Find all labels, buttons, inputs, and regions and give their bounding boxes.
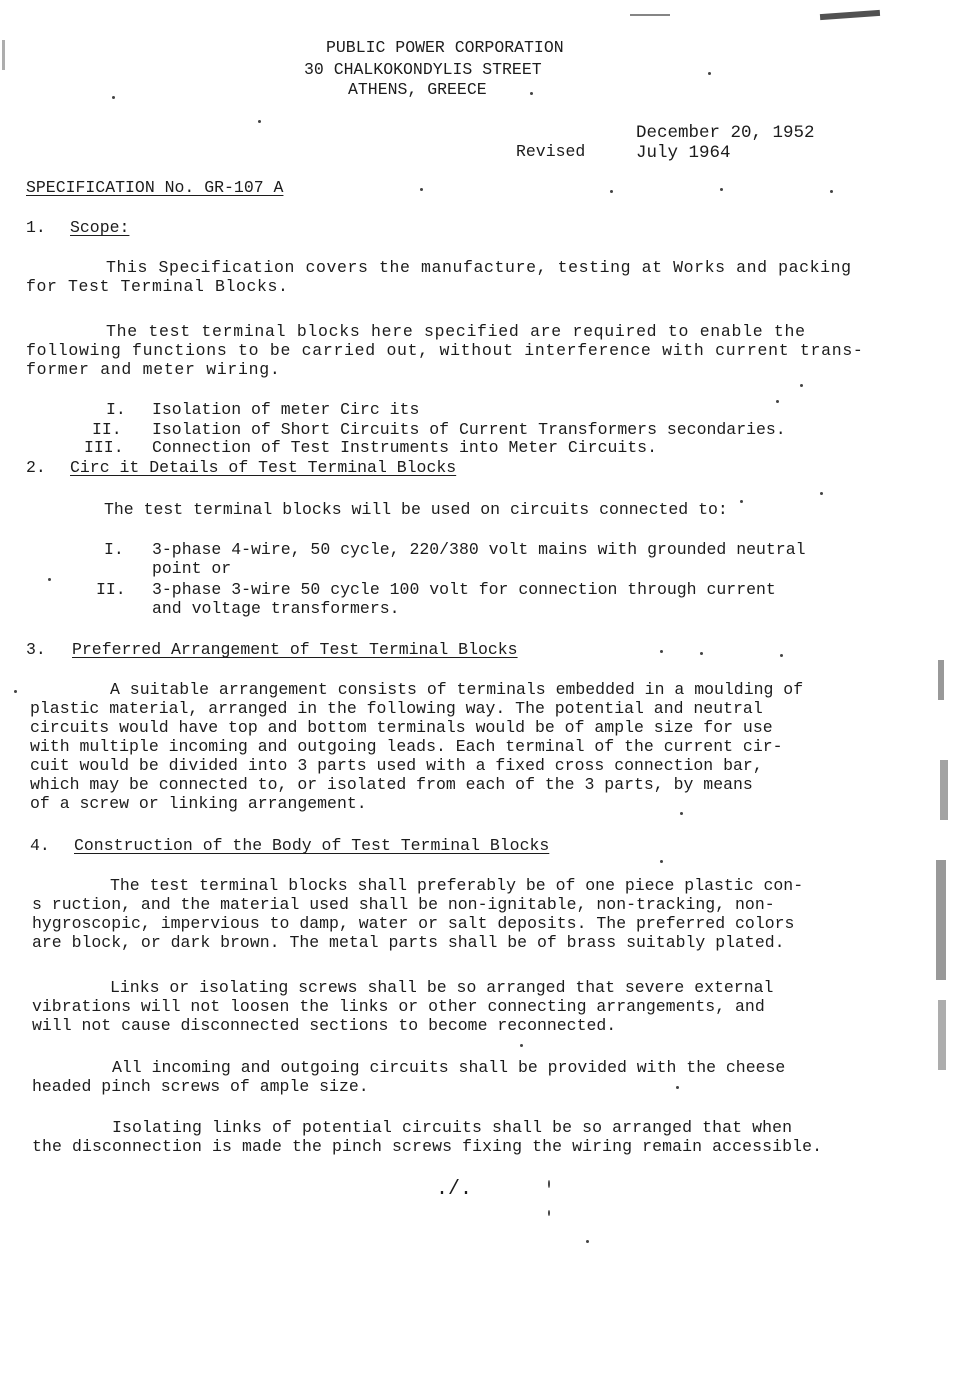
section-4-paragraph-2: Links or isolating screws shall be so arranged that severe external vibrations will not loosen the links or other connecting arrangements, and will not cause disconnected sections to become reconnected. xyxy=(32,978,774,1035)
scan-speck xyxy=(660,650,663,653)
section-1-item-num: I. xyxy=(106,400,126,419)
scan-speck xyxy=(530,92,533,95)
section-4-title: Construction of the Body of Test Terminal Blocks xyxy=(74,836,550,855)
scan-edge-right xyxy=(938,660,944,700)
scan-speck xyxy=(708,72,711,75)
section-3-number: 3. xyxy=(26,640,46,659)
section-2-number: 2. xyxy=(26,458,46,477)
scan-speck xyxy=(520,1044,523,1047)
section-2-item-text: 3-phase 3-wire 50 cycle 100 volt for connection through current and voltage transformers. xyxy=(152,580,776,618)
date-original: December 20, 1952 xyxy=(636,123,815,143)
scan-edge-right xyxy=(938,1000,946,1070)
scan-smudge-top-right xyxy=(820,10,880,20)
section-3-title: Preferred Arrangement of Test Terminal Blocks xyxy=(72,640,518,659)
scan-speck xyxy=(14,690,17,693)
scan-speck xyxy=(258,120,261,123)
scan-speck xyxy=(700,652,703,655)
section-2-item-text: 3-phase 4-wire, 50 cycle, 220/380 volt mains with grounded neutral point or xyxy=(152,540,806,578)
org-street: 30 CHALKOKONDYLIS STREET xyxy=(304,60,542,79)
scan-speck xyxy=(780,654,783,657)
scan-speck xyxy=(420,188,423,191)
section-2-item-num: II. xyxy=(96,580,126,599)
section-1-title: Scope: xyxy=(70,218,130,237)
revised-label: Revised xyxy=(516,142,586,161)
scan-speck xyxy=(676,1086,679,1089)
org-city: ATHENS, GREECE xyxy=(348,80,487,99)
section-4-paragraph-4: Isolating links of potential circuits shall be so arranged that when the disconnection is made the pinch screws fixing the wiring remain accessible. xyxy=(32,1118,823,1156)
section-4-number: 4. xyxy=(30,836,50,855)
scan-speck xyxy=(548,1210,550,1216)
scan-speck xyxy=(830,190,833,193)
section-1-paragraph-1: This Specification covers the manufacture, testing at Works and packing for Test Terminal Blocks. xyxy=(26,258,852,296)
section-1-item-text: Connection of Test Instruments into Meter Circuits. xyxy=(152,438,657,457)
section-2-item-num: I. xyxy=(104,540,124,559)
scan-speck xyxy=(720,188,723,191)
scan-speck xyxy=(610,190,613,193)
section-4-paragraph-3: All incoming and outgoing circuits shall be provided with the cheese headed pinch screws of ample size. xyxy=(32,1058,786,1096)
scan-speck xyxy=(660,860,663,863)
scan-speck xyxy=(680,812,683,815)
section-2-title: Circ it Details of Test Terminal Blocks xyxy=(70,458,457,477)
org-name: PUBLIC POWER CORPORATION xyxy=(326,38,564,57)
scan-speck xyxy=(776,400,779,403)
section-1-number: 1. xyxy=(26,218,46,237)
scan-edge-right xyxy=(940,760,948,820)
scan-smudge-top-right xyxy=(630,14,670,16)
section-4-paragraph-1: The test terminal blocks shall preferably be of one piece plastic con- s ruction, and the material used shall be non-ignitable, non-tracking, non- hygroscopic, impervious to damp, water or salt deposits. The preferred colors are block, or dark brown. The metal parts shall be of brass suitably plated. xyxy=(32,876,804,952)
scan-speck xyxy=(112,96,115,99)
scan-speck xyxy=(740,500,743,503)
date-revised: July 1964 xyxy=(636,143,731,163)
scan-edge-right xyxy=(936,860,946,980)
continuation-mark: ./. xyxy=(436,1178,473,1201)
section-2-paragraph-1: The test terminal blocks will be used on circuits connected to: xyxy=(104,500,728,519)
scan-edge-left xyxy=(2,40,5,70)
scan-speck xyxy=(586,1240,589,1243)
section-1-item-text: Isolation of Short Circuits of Current Transformers secondaries. xyxy=(152,420,786,439)
scan-speck xyxy=(820,492,823,495)
scan-speck xyxy=(800,384,803,387)
section-1-item-num: III. xyxy=(84,438,124,457)
scan-speck xyxy=(48,578,51,581)
section-1-item-text: Isolation of meter Circ its xyxy=(152,400,420,419)
section-1-paragraph-2: The test terminal blocks here specified are required to enable the following functions to be carried out, without interference with current trans- former and meter wiring. xyxy=(26,322,864,379)
spec-number: SPECIFICATION No. GR-107 A xyxy=(26,178,284,197)
scan-speck xyxy=(548,1180,550,1188)
section-1-item-num: II. xyxy=(92,420,122,439)
section-3-paragraph-1: A suitable arrangement consists of terminals embedded in a moulding of plastic material, arranged in the following way. The potential and neutral circuits would have top and bottom terminals would be of ample size for use with multiple incoming and outgoing leads. Each terminal of the current cir- cuit would be divided into 3 parts used with a fixed cross connection bar, which may be connected to, or isolated from each of the 3 parts, by means of a screw or linking arrangement. xyxy=(30,680,804,813)
